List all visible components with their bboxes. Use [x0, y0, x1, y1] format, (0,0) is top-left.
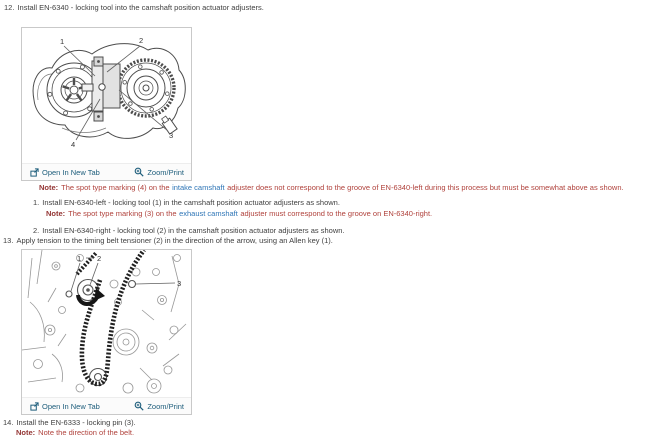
- step-13-number: 13.: [3, 236, 14, 245]
- open-in-new-tab-label: Open In New Tab: [42, 167, 100, 177]
- note-text: Note the direction of the belt.: [38, 428, 135, 437]
- open-in-new-tab-label: Open In New Tab: [42, 401, 100, 411]
- exhaust-camshaft-link[interactable]: exhaust camshaft: [179, 209, 238, 218]
- step-14-text: Install the EN-6333 - locking pin (3).: [16, 418, 136, 427]
- step-14-number: 14.: [3, 418, 14, 427]
- zoom-print-link[interactable]: [134, 167, 184, 177]
- fig2-callout-2: 2: [97, 254, 102, 263]
- note-exhaust-camshaft: [46, 209, 432, 218]
- substep-1: [33, 198, 340, 207]
- step-12-number: 12.: [4, 3, 15, 12]
- zoom-print-link[interactable]: [134, 401, 184, 411]
- fig1-callout-2: 2: [139, 36, 144, 45]
- open-in-new-tab-icon: [30, 168, 39, 177]
- note-text-before: The spot type marking (4) on the: [61, 183, 170, 192]
- note-text-before: The spot type marking (3) on the: [68, 209, 177, 218]
- figure2-toolbar: [22, 397, 191, 414]
- figure1-toolbar: [22, 163, 191, 180]
- note-label: Note:: [16, 428, 36, 437]
- intake-camshaft-link[interactable]: intake camshaft: [172, 183, 225, 192]
- note-text-after: adjuster must correspond to the groove on EN-6340-right.: [240, 209, 433, 218]
- note-label: Note:: [46, 209, 66, 218]
- substep-1-number: 1.: [33, 198, 40, 207]
- substep-2: [33, 226, 345, 235]
- step-12: [4, 3, 264, 12]
- note-intake-camshaft: [39, 183, 624, 192]
- fig2-callout-3: 3: [177, 279, 182, 288]
- timing-belt-diagram: [22, 250, 191, 397]
- camshaft-actuator-diagram: [22, 28, 191, 163]
- substep-2-text: Install EN-6340-right - locking tool (2) in the camshaft position actuator adjusters as shown.: [42, 226, 345, 235]
- zoom-print-label: Zoom/Print: [147, 401, 184, 411]
- fig1-callout-4: 4: [71, 140, 76, 149]
- step-12-text: Install EN-6340 - locking tool into the camshaft position actuator adjusters.: [17, 3, 264, 12]
- substep-1-text: Install EN-6340-left - locking tool (1) in the camshaft position actuator adjusters as shown.: [42, 198, 340, 207]
- note-label: Note:: [39, 183, 59, 192]
- substep-2-number: 2.: [33, 226, 40, 235]
- figure-camshaft-actuators: [21, 27, 192, 181]
- fig1-callout-1: 1: [60, 37, 65, 46]
- fig1-callout-3: 3: [169, 131, 174, 140]
- fig2-callout-1: 1: [77, 254, 82, 263]
- magnifier-plus-icon: [134, 167, 144, 177]
- zoom-print-label: Zoom/Print: [147, 167, 184, 177]
- figure-timing-belt: [21, 249, 192, 415]
- step-13: [3, 236, 333, 245]
- note-text-after: adjuster does not correspond to the groove of EN-6340-left during this process but must be somewhat above as shown.: [227, 183, 624, 192]
- magnifier-plus-icon: [134, 401, 144, 411]
- open-in-new-tab-icon: [30, 402, 39, 411]
- open-in-new-tab-link[interactable]: [30, 402, 100, 411]
- note-belt-direction: [16, 428, 134, 437]
- step-14: [3, 418, 136, 427]
- step-13-text: Apply tension to the timing belt tensioner (2) in the direction of the arrow, using an Allen key (1).: [16, 236, 333, 245]
- open-in-new-tab-link[interactable]: [30, 168, 100, 177]
